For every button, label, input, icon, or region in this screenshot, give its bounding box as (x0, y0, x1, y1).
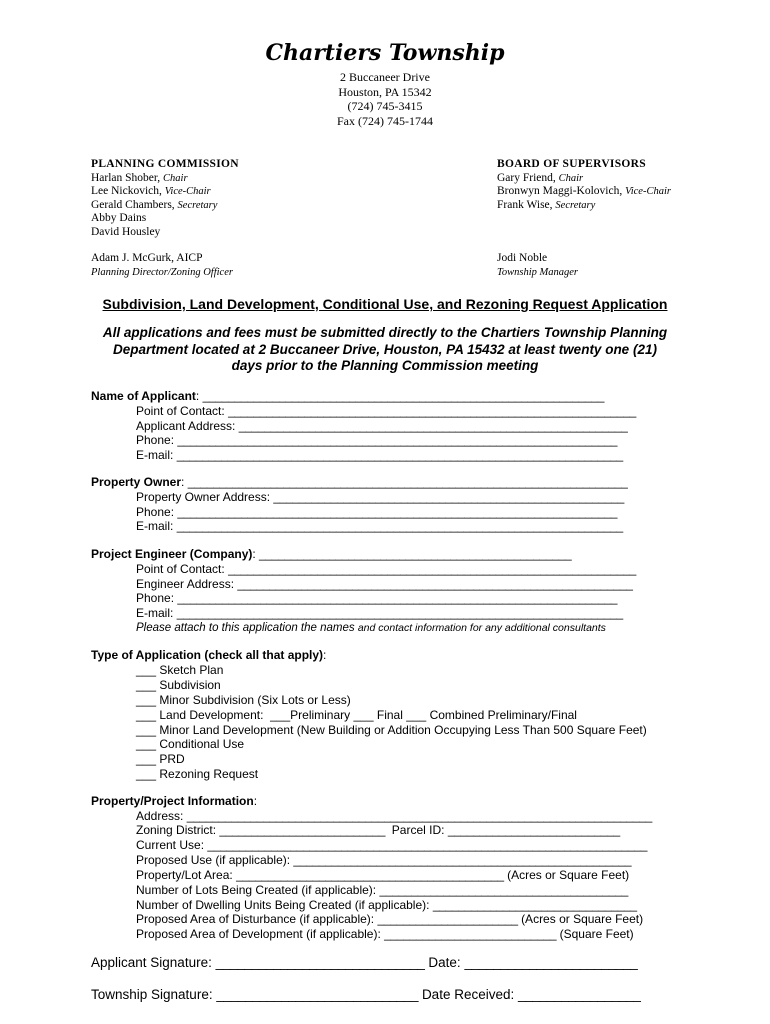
owner-name-row[interactable]: Property Owner: _____________________________________________________________________ (91, 475, 628, 489)
instructions (0, 325, 770, 375)
instruction-line: All applications and fees must be submitted directly to the Chartiers Township Planning (102, 325, 668, 340)
option-conditional-use[interactable]: ___ Conditional Use (136, 737, 245, 751)
option-land-development[interactable]: ___ Land Development: ___Preliminary ___ Final ___ Combined Preliminary/Final (136, 708, 577, 722)
applicant-address-row[interactable]: Applicant Address: _____________________________________________________________ (136, 419, 628, 433)
director-title: Planning Director/Zoning Officer (91, 266, 233, 278)
board-heading: BOARD OF SUPERVISORS (497, 158, 646, 170)
application-type-heading: Type of Application (check all that apply): (91, 648, 327, 662)
director-name: Adam J. McGurk, AICP (91, 252, 203, 264)
proposed-use-row[interactable]: Proposed Use (if applicable): _____________________________________________________ (136, 853, 632, 867)
manager-title: Township Manager (497, 266, 579, 278)
pc-member: Abby Dains (91, 212, 147, 225)
engineer-email-row[interactable]: E-mail: ______________________________________________________________________ (136, 606, 623, 620)
owner-label: Property Owner (91, 475, 182, 489)
pc-member: Harlan Shober, Chair (91, 171, 188, 184)
option-rezoning[interactable]: ___ Rezoning Request (136, 767, 259, 781)
applicant-contact-row[interactable]: Point of Contact: ________________________________________________________________ (136, 404, 636, 418)
board-member: Frank Wise, Secretary (497, 198, 596, 211)
disturbance-row[interactable]: Proposed Area of Disturbance (if applicable): ______________________ (Acres or Square Feet) (136, 912, 644, 926)
current-use-row[interactable]: Current Use: _____________________________________________________________________ (136, 838, 648, 852)
option-minor-land-development[interactable]: ___ Minor Land Development (New Building or Addition Occupying Less Than 500 Square Feet) (136, 723, 647, 737)
consultants-note: Please attach to this application the names and contact information for any additional consultants (136, 622, 606, 634)
applicant-name-row[interactable]: Name of Applicant: _______________________________________________________________ (91, 389, 605, 403)
option-minor-subdivision[interactable]: ___ Minor Subdivision (Six Lots or Less) (136, 693, 351, 707)
owner-address-row[interactable]: Property Owner Address: _______________________________________________________ (136, 490, 624, 504)
fax-line: Fax (724) 745-1744 (337, 113, 433, 128)
instruction-line: Department located at 2 Buccaneer Drive, Houston, PA 15432 at least twenty one (21) (113, 341, 657, 357)
applicant-label: Name of Applicant (91, 389, 196, 403)
engineer-contact-row[interactable]: Point of Contact: ________________________________________________________________ (136, 562, 636, 576)
pc-member: Lee Nickovich, Vice-Chair (91, 185, 211, 198)
pc-member: Gerald Chambers, Secretary (91, 198, 218, 211)
option-prd[interactable]: ___ PRD (136, 752, 185, 766)
owner-email-row[interactable]: E-mail: ______________________________________________________________________ (136, 519, 623, 533)
lot-area-row[interactable]: Property/Lot Area: __________________________________________ (Acres or Square Feet) (136, 868, 630, 882)
property-address-row[interactable]: Address: _________________________________________________________________________ (136, 809, 652, 823)
township-title: Chartiers Township (265, 40, 505, 66)
num-lots-row[interactable]: Number of Lots Being Created (if applicable): _______________________________________ (136, 883, 629, 897)
engineer-phone-row[interactable]: Phone: _____________________________________________________________________ (136, 591, 618, 605)
num-units-row[interactable]: Number of Dwelling Units Being Created (if applicable): ________________________________ (136, 898, 637, 912)
applicant-email-row[interactable]: E-mail: ______________________________________________________________________ (136, 448, 623, 462)
zoning-parcel-row[interactable]: Zoning District: __________________________ Parcel ID: ___________________________ (136, 823, 620, 837)
township-manager (497, 252, 578, 279)
development-row[interactable]: Proposed Area of Development (if applicable): ___________________________ (Square Feet) (136, 927, 634, 941)
board-of-supervisors-block (497, 158, 671, 212)
property-info-heading: Property/Project Information: (91, 794, 258, 808)
option-subdivision[interactable]: ___ Subdivision (136, 678, 221, 692)
engineer-row[interactable]: Project Engineer (Company): _________________________________________________ (91, 547, 572, 561)
manager-name: Jodi Noble (497, 252, 548, 264)
planning-commission-block (91, 158, 239, 240)
address-line: Houston, PA 15342 (338, 84, 432, 99)
planning-commission-heading: PLANNING COMMISSION (91, 158, 239, 170)
board-member: Gary Friend, Chair (497, 171, 584, 184)
board-member: Bronwyn Maggi-Kolovich, Vice-Chair (497, 185, 671, 198)
applicant-phone-row[interactable]: Phone: _____________________________________________________________________ (136, 433, 618, 447)
pc-member: David Housley (91, 225, 161, 238)
owner-phone-row[interactable]: Phone: _____________________________________________________________________ (136, 505, 618, 519)
option-sketch-plan[interactable]: ___ Sketch Plan (136, 663, 224, 677)
engineer-address-row[interactable]: Engineer Address: ______________________________________________________________ (136, 577, 633, 591)
phone-line: (724) 745-3415 (347, 99, 423, 113)
applicant-signature-row[interactable]: Applicant Signature: _____________________________ Date: ________________________ (91, 955, 638, 970)
township-signature-row[interactable]: Township Signature: ____________________________ Date Received: _________________ (91, 987, 641, 1002)
planning-director (91, 252, 233, 279)
engineer-label: Project Engineer (Company) (91, 547, 253, 561)
application-title: Subdivision, Land Development, Conditional Use, and Rezoning Request Application (102, 296, 668, 312)
address-line: 2 Buccaneer Drive (340, 70, 430, 84)
instruction-line: days prior to the Planning Commission meeting (231, 358, 539, 373)
